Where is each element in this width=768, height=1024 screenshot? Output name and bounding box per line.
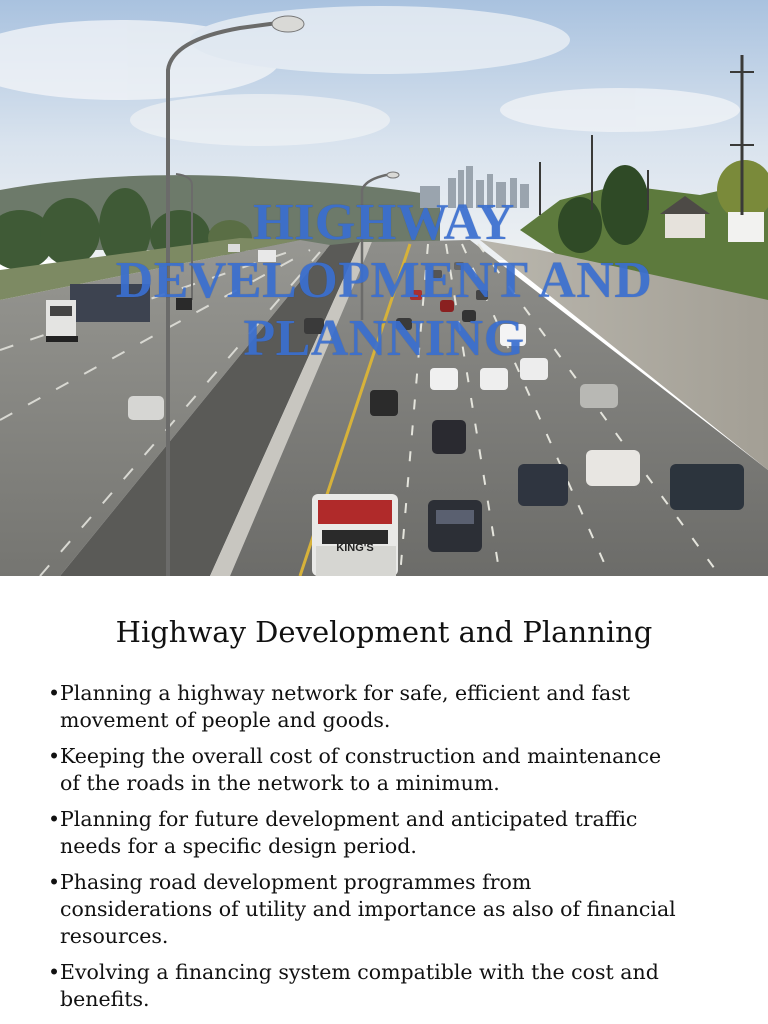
bullet-line: Planning for future development and anticipated traffic xyxy=(60,807,638,831)
cover-title-line: DEVELOPMENT AND xyxy=(115,252,653,309)
bullet-list xyxy=(48,680,728,1022)
cover-title xyxy=(0,194,768,368)
tow-truck-sign: KING'S xyxy=(336,542,374,554)
bullet-item xyxy=(48,959,728,1013)
bullet-dot: • xyxy=(48,870,61,894)
bullet-line: Phasing road development programmes from xyxy=(60,870,532,894)
bullet-item xyxy=(48,869,728,950)
text-slide xyxy=(0,576,768,1024)
bullet-item xyxy=(48,680,728,734)
bullet-line: of the roads in the network to a minimum. xyxy=(60,771,500,795)
bullet-line: needs for a specific design period. xyxy=(60,834,417,858)
cover-title-line: PLANNING xyxy=(243,310,525,367)
bullet-line: Evolving a financing system compatible with the cost and xyxy=(60,960,659,984)
bullet-line: considerations of utility and importance as also of financial xyxy=(60,897,676,921)
bullet-dot: • xyxy=(48,807,61,831)
bullet-line: movement of people and goods. xyxy=(60,708,391,732)
bullet-line: benefits. xyxy=(60,987,150,1011)
tow-truck xyxy=(312,494,398,576)
slide-heading: Highway Development and Planning xyxy=(115,615,653,649)
bullet-line: Planning a highway network for safe, efficient and fast xyxy=(60,681,631,705)
bullet-dot: • xyxy=(48,744,61,768)
bullet-dot: • xyxy=(48,681,61,705)
bullet-item xyxy=(48,806,728,860)
bullet-line: resources. xyxy=(60,924,169,948)
bullet-dot: • xyxy=(48,960,61,984)
cover-title-line: HIGHWAY xyxy=(253,194,515,251)
bullet-item xyxy=(48,743,728,797)
bullet-line: Keeping the overall cost of construction and maintenance xyxy=(60,744,662,768)
